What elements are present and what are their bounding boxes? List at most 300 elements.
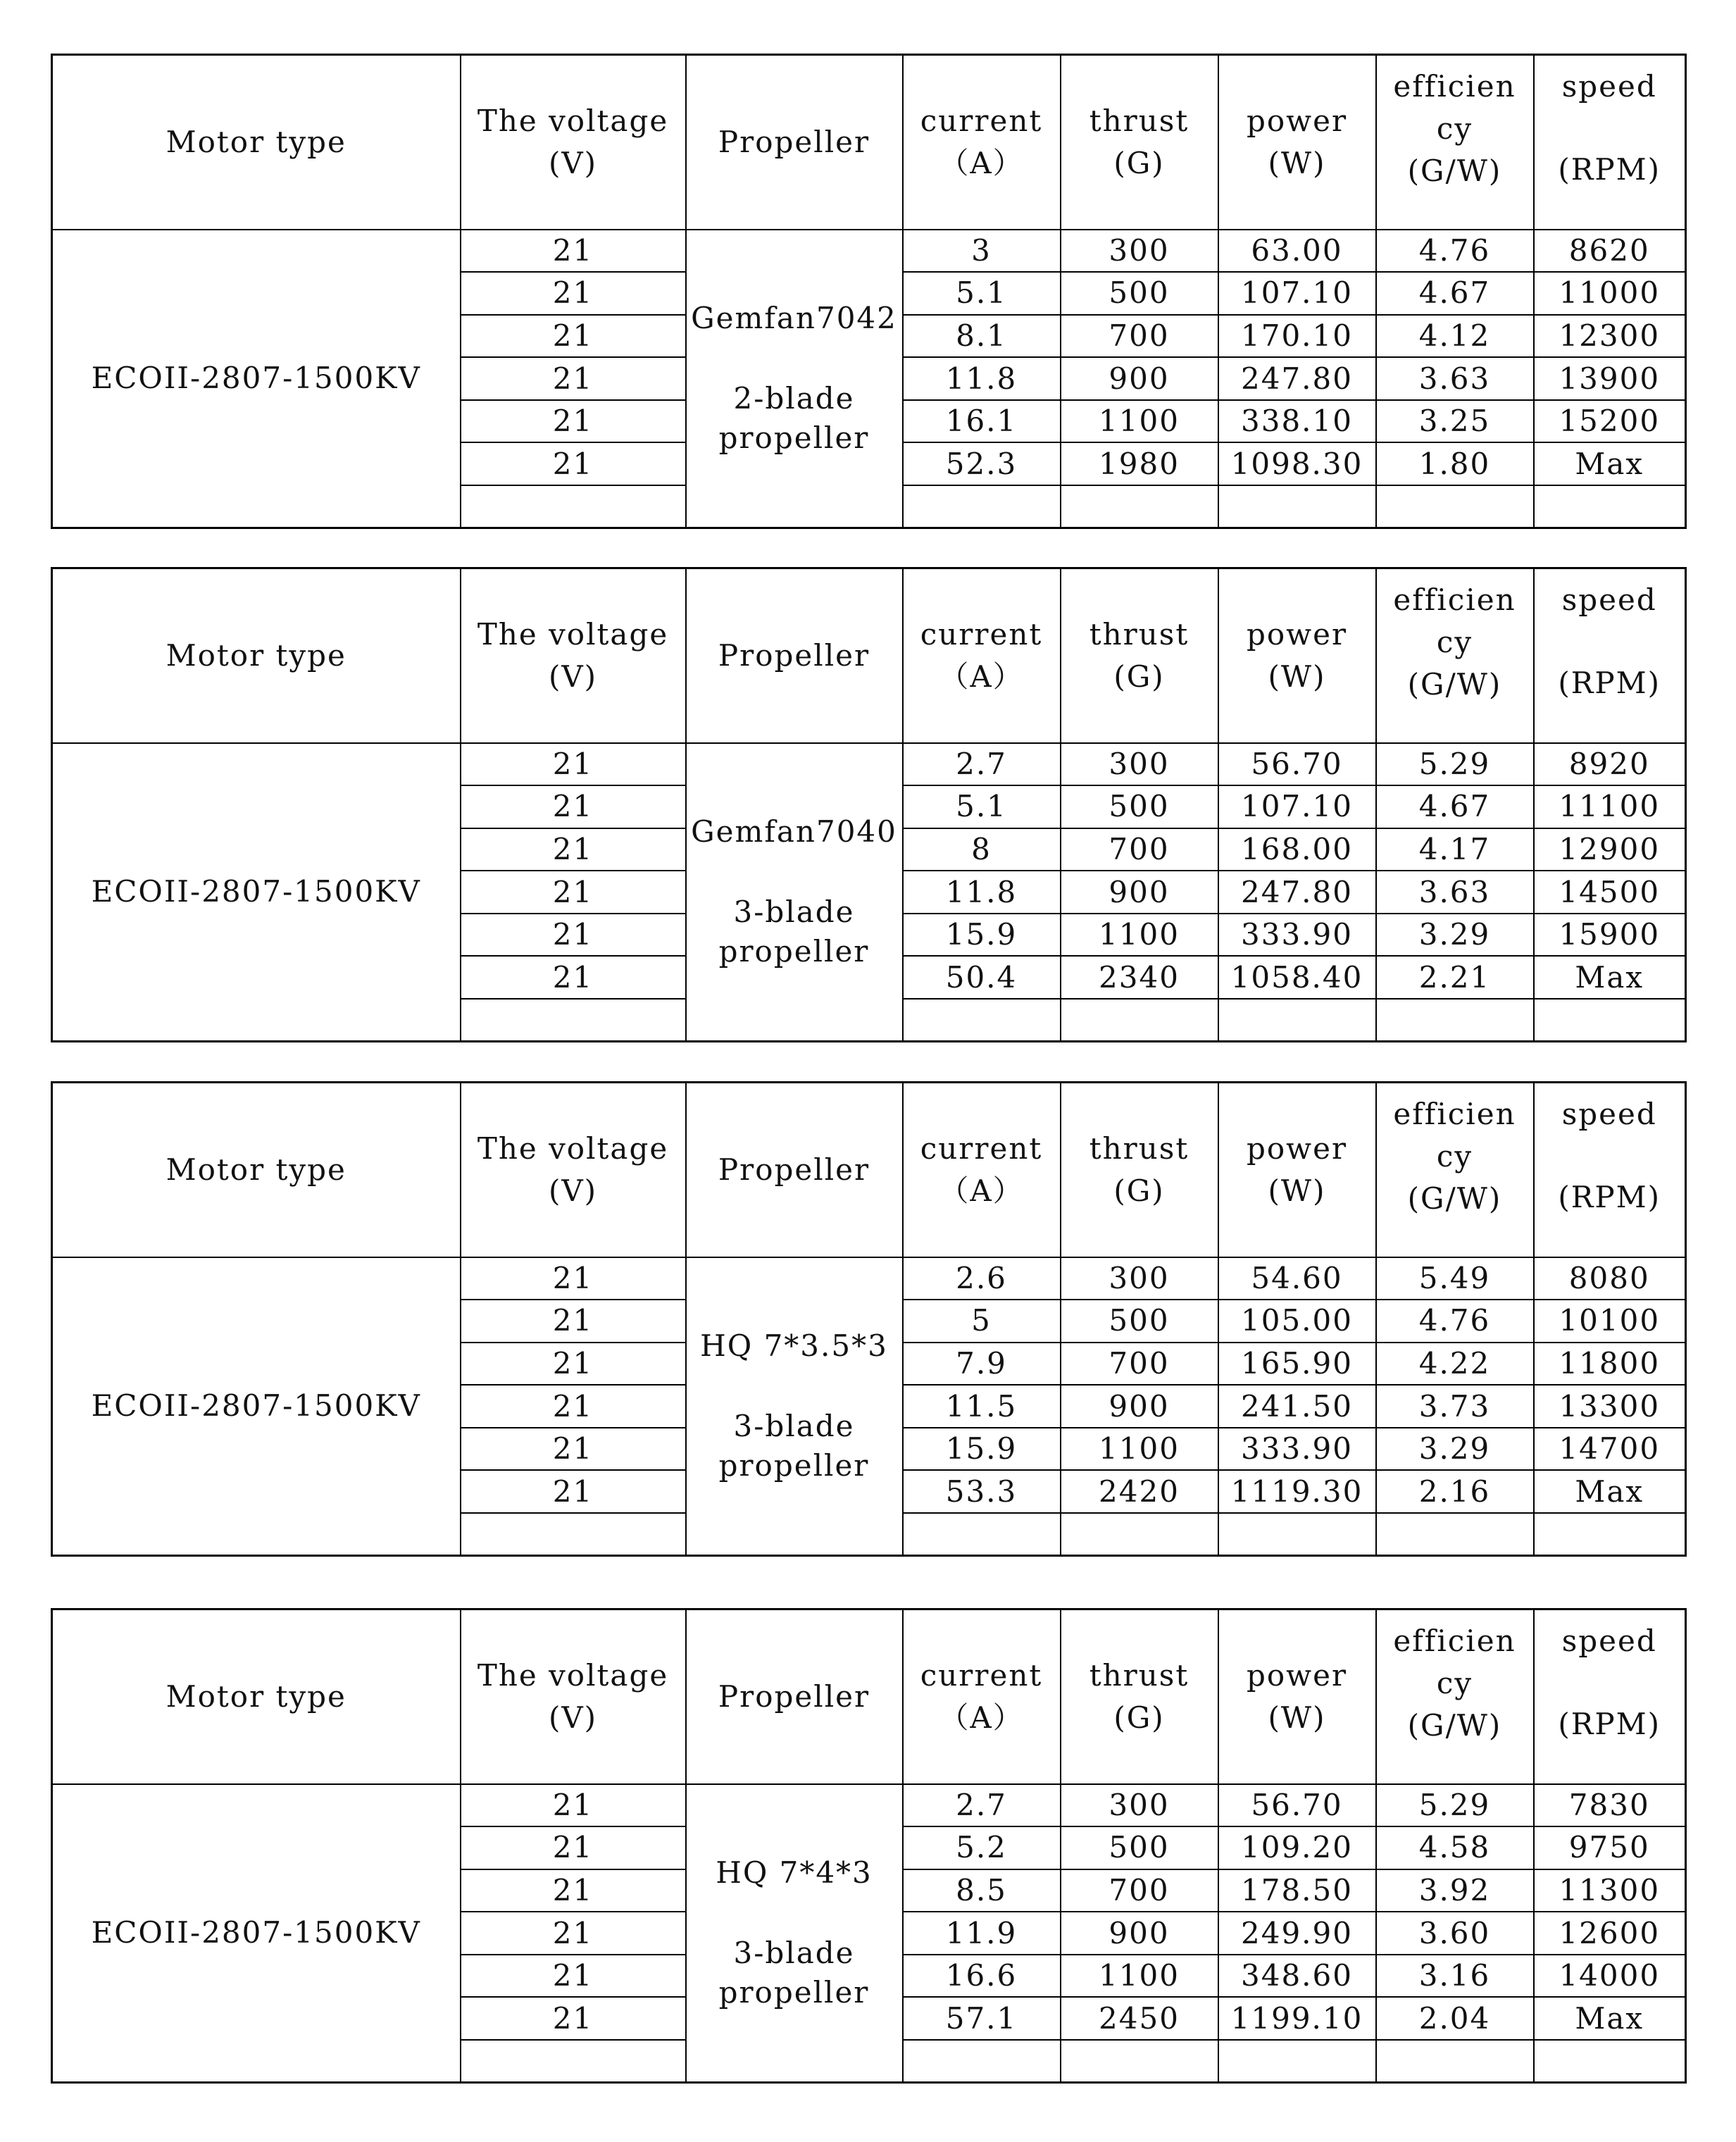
efficiency-header <box>1376 568 1534 743</box>
speed-cell <box>1534 2040 1686 2083</box>
thrust-cell <box>1061 999 1218 1042</box>
current-cell: 2.6 <box>903 1257 1061 1300</box>
header-label: Motor type <box>166 637 346 673</box>
thrust-cell: 300 <box>1061 1257 1218 1300</box>
current-cell: 50.4 <box>903 956 1061 999</box>
header-label: (G/W) <box>1407 667 1502 702</box>
header-label: Propeller <box>718 1679 870 1714</box>
efficiency-cell: 4.76 <box>1376 230 1534 273</box>
header-spacer <box>1535 1135 1685 1176</box>
thrust-cell: 700 <box>1061 828 1218 871</box>
motor-type-header <box>52 1083 461 1257</box>
efficiency-cell: 2.04 <box>1376 1997 1534 2040</box>
efficiency-header <box>1376 55 1534 230</box>
header-label: thrust <box>1089 1131 1189 1166</box>
current-header <box>903 1609 1061 1784</box>
header-label: (G/W) <box>1407 1181 1502 1216</box>
speed-cell: 11100 <box>1534 785 1686 828</box>
speed-header <box>1534 1083 1686 1257</box>
voltage-cell: 21 <box>461 1912 686 1955</box>
power-cell: 249.90 <box>1218 1912 1376 1955</box>
thrust-cell: 700 <box>1061 1869 1218 1912</box>
motor-test-table <box>51 567 1687 1042</box>
header-row <box>52 1609 1686 1784</box>
current-cell: 15.9 <box>903 914 1061 957</box>
table-row <box>52 743 1686 786</box>
power-cell: 107.10 <box>1218 785 1376 828</box>
current-cell: 15.9 <box>903 1428 1061 1471</box>
speed-cell <box>1534 999 1686 1042</box>
thrust-cell: 700 <box>1061 315 1218 358</box>
efficiency-cell: 3.60 <box>1376 1912 1534 1955</box>
efficiency-cell: 3.29 <box>1376 1428 1534 1471</box>
current-cell: 5.2 <box>903 1826 1061 1869</box>
propeller-cell <box>686 230 903 528</box>
speed-cell: 7830 <box>1534 1784 1686 1827</box>
thrust-cell: 1100 <box>1061 1428 1218 1471</box>
voltage-cell: 21 <box>461 1257 686 1300</box>
header-label: (V) <box>548 145 598 180</box>
propeller-name: HQ 7*4*3 <box>716 1855 873 1891</box>
table-row <box>52 230 1686 273</box>
header-label: (V) <box>548 1173 598 1208</box>
propeller-spacer <box>687 338 902 379</box>
current-cell <box>903 999 1061 1042</box>
power-cell: 170.10 <box>1218 315 1376 358</box>
header-label: efficien <box>1393 1097 1516 1131</box>
power-cell: 63.00 <box>1218 230 1376 273</box>
header-row <box>52 55 1686 230</box>
header-label: Propeller <box>718 637 870 673</box>
header-label: (W) <box>1268 1700 1326 1735</box>
current-header <box>903 568 1061 743</box>
power-cell: 56.70 <box>1218 1784 1376 1827</box>
voltage-cell: 21 <box>461 1997 686 2040</box>
current-cell <box>903 1513 1061 1556</box>
motor-type-header <box>52 568 461 743</box>
thrust-header <box>1061 1609 1218 1784</box>
header-label: speed <box>1561 1624 1657 1658</box>
power-cell: 247.80 <box>1218 357 1376 400</box>
current-cell: 11.8 <box>903 357 1061 400</box>
speed-cell: Max <box>1534 1470 1686 1513</box>
efficiency-cell <box>1376 999 1534 1042</box>
speed-cell: 8920 <box>1534 743 1686 786</box>
current-cell: 16.1 <box>903 400 1061 443</box>
power-cell <box>1218 999 1376 1042</box>
header-label: (G) <box>1113 1700 1165 1735</box>
header-label: (W) <box>1268 145 1326 180</box>
propeller-spacer <box>687 852 902 892</box>
speed-cell: 11000 <box>1534 272 1686 315</box>
header-label: Motor type <box>166 1152 346 1187</box>
power-header <box>1218 1083 1376 1257</box>
header-label: thrust <box>1089 1657 1189 1693</box>
motor-type-cell: ECOII-2807-1500KV <box>52 1784 461 2083</box>
header-label: Propeller <box>718 124 870 159</box>
motor-test-table <box>51 54 1687 529</box>
thrust-cell: 300 <box>1061 743 1218 786</box>
voltage-cell: 21 <box>461 400 686 443</box>
power-cell <box>1218 1513 1376 1556</box>
efficiency-cell: 4.67 <box>1376 272 1534 315</box>
propeller-name: HQ 7*3.5*3 <box>700 1328 888 1364</box>
voltage-cell: 21 <box>461 1869 686 1912</box>
voltage-cell: 21 <box>461 743 686 786</box>
voltage-cell: 21 <box>461 1343 686 1386</box>
header-label: (RPM) <box>1558 152 1661 187</box>
header-row <box>52 568 1686 743</box>
header-label: (G/W) <box>1407 154 1502 188</box>
header-label: (RPM) <box>1558 1180 1661 1214</box>
power-cell: 1119.30 <box>1218 1470 1376 1513</box>
propeller-label: propeller <box>718 1975 870 2010</box>
thrust-cell: 1980 <box>1061 442 1218 485</box>
thrust-cell: 500 <box>1061 1826 1218 1869</box>
thrust-cell: 1100 <box>1061 400 1218 443</box>
power-cell: 333.90 <box>1218 914 1376 957</box>
speed-cell: 14500 <box>1534 871 1686 914</box>
speed-header <box>1534 568 1686 743</box>
header-label: current <box>920 616 1043 652</box>
header-label: （A） <box>939 1173 1024 1208</box>
header-label: (V) <box>548 659 598 694</box>
efficiency-cell: 5.29 <box>1376 1784 1534 1827</box>
efficiency-header <box>1376 1609 1534 1784</box>
efficiency-cell: 4.67 <box>1376 785 1534 828</box>
thrust-cell: 900 <box>1061 1912 1218 1955</box>
power-cell: 168.00 <box>1218 828 1376 871</box>
propeller-label: propeller <box>718 1448 870 1483</box>
header-label: (W) <box>1268 1173 1326 1208</box>
propeller-cell <box>686 1784 903 2083</box>
speed-cell: 9750 <box>1534 1826 1686 1869</box>
table-row <box>52 1784 1686 1827</box>
voltage-cell <box>461 1513 686 1556</box>
efficiency-cell: 4.58 <box>1376 1826 1534 1869</box>
current-cell: 5.1 <box>903 785 1061 828</box>
current-cell: 57.1 <box>903 1997 1061 2040</box>
speed-cell: 14700 <box>1534 1428 1686 1471</box>
efficiency-cell <box>1376 485 1534 528</box>
speed-header <box>1534 55 1686 230</box>
thrust-cell: 500 <box>1061 272 1218 315</box>
power-cell: 333.90 <box>1218 1428 1376 1471</box>
motor-test-table <box>51 1081 1687 1557</box>
power-cell: 348.60 <box>1218 1955 1376 1998</box>
efficiency-cell: 5.29 <box>1376 743 1534 786</box>
header-label: cy <box>1436 111 1473 146</box>
thrust-cell: 300 <box>1061 1784 1218 1827</box>
efficiency-cell: 3.73 <box>1376 1385 1534 1428</box>
header-spacer <box>1535 621 1685 662</box>
motor-type-header <box>52 55 461 230</box>
efficiency-cell: 3.63 <box>1376 871 1534 914</box>
power-cell: 1098.30 <box>1218 442 1376 485</box>
current-header <box>903 1083 1061 1257</box>
voltage-cell: 21 <box>461 230 686 273</box>
thrust-header <box>1061 55 1218 230</box>
header-label: speed <box>1561 583 1657 617</box>
speed-cell: 12300 <box>1534 315 1686 358</box>
power-cell: 56.70 <box>1218 743 1376 786</box>
efficiency-cell: 4.22 <box>1376 1343 1534 1386</box>
header-label: efficien <box>1393 1624 1516 1658</box>
voltage-cell: 21 <box>461 442 686 485</box>
header-label: (W) <box>1268 659 1326 694</box>
speed-cell: 10100 <box>1534 1300 1686 1343</box>
header-label: power <box>1246 616 1348 652</box>
efficiency-cell: 2.21 <box>1376 956 1534 999</box>
header-label: power <box>1246 1131 1348 1166</box>
propeller-name: Gemfan7042 <box>691 301 897 336</box>
power-cell: 107.10 <box>1218 272 1376 315</box>
voltage-header <box>461 1609 686 1784</box>
header-label: (G/W) <box>1407 1708 1502 1743</box>
header-label: The voltage <box>477 1657 669 1693</box>
header-label: Motor type <box>166 1679 346 1714</box>
thrust-cell: 900 <box>1061 871 1218 914</box>
propeller-blades: 3-blade <box>733 1409 855 1444</box>
thrust-cell: 1100 <box>1061 1955 1218 1998</box>
efficiency-cell: 2.16 <box>1376 1470 1534 1513</box>
current-cell: 5 <box>903 1300 1061 1343</box>
efficiency-cell: 3.92 <box>1376 1869 1534 1912</box>
propeller-header <box>686 1609 903 1784</box>
header-label: (G) <box>1113 659 1165 694</box>
voltage-cell: 21 <box>461 914 686 957</box>
propeller-header <box>686 1083 903 1257</box>
header-label: (G) <box>1113 1173 1165 1208</box>
power-cell: 241.50 <box>1218 1385 1376 1428</box>
current-cell: 8 <box>903 828 1061 871</box>
current-cell <box>903 2040 1061 2083</box>
current-cell <box>903 485 1061 528</box>
power-cell <box>1218 2040 1376 2083</box>
efficiency-cell: 3.29 <box>1376 914 1534 957</box>
thrust-header <box>1061 568 1218 743</box>
header-label: (RPM) <box>1558 666 1661 700</box>
motor-type-cell: ECOII-2807-1500KV <box>52 230 461 528</box>
thrust-cell: 500 <box>1061 785 1218 828</box>
header-label: (RPM) <box>1558 1707 1661 1741</box>
power-cell: 105.00 <box>1218 1300 1376 1343</box>
voltage-cell: 21 <box>461 357 686 400</box>
power-header <box>1218 55 1376 230</box>
thrust-header <box>1061 1083 1218 1257</box>
header-label: current <box>920 1657 1043 1693</box>
propeller-name: Gemfan7040 <box>691 814 897 849</box>
propeller-label: propeller <box>718 421 870 456</box>
thrust-cell: 2420 <box>1061 1470 1218 1513</box>
propeller-cell <box>686 1257 903 1556</box>
efficiency-cell <box>1376 1513 1534 1556</box>
header-label: （A） <box>939 659 1024 694</box>
motor-test-table <box>51 1608 1687 2084</box>
efficiency-cell: 3.25 <box>1376 400 1534 443</box>
speed-cell: Max <box>1534 956 1686 999</box>
power-cell: 54.60 <box>1218 1257 1376 1300</box>
thrust-cell: 900 <box>1061 1385 1218 1428</box>
efficiency-cell: 3.16 <box>1376 1955 1534 1998</box>
speed-cell <box>1534 485 1686 528</box>
header-label: （A） <box>939 1700 1024 1735</box>
thrust-cell: 700 <box>1061 1343 1218 1386</box>
thrust-cell: 500 <box>1061 1300 1218 1343</box>
header-label: thrust <box>1089 616 1189 652</box>
current-cell: 11.5 <box>903 1385 1061 1428</box>
speed-cell: 12600 <box>1534 1912 1686 1955</box>
efficiency-cell: 4.17 <box>1376 828 1534 871</box>
header-label: Motor type <box>166 124 346 159</box>
current-cell: 52.3 <box>903 442 1061 485</box>
voltage-cell: 21 <box>461 1470 686 1513</box>
speed-cell: 13900 <box>1534 357 1686 400</box>
header-label: （A） <box>939 145 1024 180</box>
voltage-cell: 21 <box>461 1955 686 1998</box>
current-cell: 5.1 <box>903 272 1061 315</box>
thrust-cell <box>1061 2040 1218 2083</box>
power-cell: 178.50 <box>1218 1869 1376 1912</box>
power-cell: 1058.40 <box>1218 956 1376 999</box>
speed-header <box>1534 1609 1686 1784</box>
header-label: The voltage <box>477 616 669 652</box>
voltage-cell: 21 <box>461 785 686 828</box>
current-cell: 3 <box>903 230 1061 273</box>
thrust-cell: 300 <box>1061 230 1218 273</box>
motor-type-header <box>52 1609 461 1784</box>
efficiency-cell: 3.63 <box>1376 357 1534 400</box>
voltage-header <box>461 568 686 743</box>
header-label: power <box>1246 1657 1348 1693</box>
propeller-header <box>686 55 903 230</box>
header-label: (V) <box>548 1700 598 1735</box>
voltage-cell: 21 <box>461 272 686 315</box>
current-header <box>903 55 1061 230</box>
speed-cell: Max <box>1534 1997 1686 2040</box>
propeller-blades: 2-blade <box>733 381 855 416</box>
voltage-cell: 21 <box>461 1300 686 1343</box>
efficiency-header <box>1376 1083 1534 1257</box>
speed-cell: 15200 <box>1534 400 1686 443</box>
voltage-cell: 21 <box>461 1385 686 1428</box>
speed-cell: 13300 <box>1534 1385 1686 1428</box>
voltage-cell: 21 <box>461 1784 686 1827</box>
header-label: efficien <box>1393 583 1516 617</box>
header-label: The voltage <box>477 103 669 138</box>
voltage-cell: 21 <box>461 1428 686 1471</box>
power-cell: 165.90 <box>1218 1343 1376 1386</box>
voltage-header <box>461 55 686 230</box>
speed-cell: 8620 <box>1534 230 1686 273</box>
voltage-cell: 21 <box>461 956 686 999</box>
motor-type-cell: ECOII-2807-1500KV <box>52 743 461 1042</box>
voltage-header <box>461 1083 686 1257</box>
propeller-spacer <box>687 1366 902 1407</box>
speed-cell: 8080 <box>1534 1257 1686 1300</box>
propeller-header <box>686 568 903 743</box>
propeller-blades: 3-blade <box>733 895 855 930</box>
header-label: cy <box>1436 625 1473 659</box>
speed-cell: 11800 <box>1534 1343 1686 1386</box>
propeller-spacer <box>687 1893 902 1934</box>
header-spacer <box>1535 108 1685 149</box>
efficiency-cell <box>1376 2040 1534 2083</box>
speed-cell: 12900 <box>1534 828 1686 871</box>
header-spacer <box>1535 1662 1685 1703</box>
thrust-cell: 2450 <box>1061 1997 1218 2040</box>
header-label: speed <box>1561 1097 1657 1131</box>
thrust-cell <box>1061 1513 1218 1556</box>
power-cell <box>1218 485 1376 528</box>
voltage-cell: 21 <box>461 871 686 914</box>
voltage-cell <box>461 485 686 528</box>
header-label: power <box>1246 103 1348 138</box>
propeller-cell <box>686 743 903 1042</box>
current-cell: 16.6 <box>903 1955 1061 1998</box>
efficiency-cell: 5.49 <box>1376 1257 1534 1300</box>
header-label: speed <box>1561 69 1657 104</box>
efficiency-cell: 4.12 <box>1376 315 1534 358</box>
voltage-cell: 21 <box>461 828 686 871</box>
propeller-label: propeller <box>718 934 870 969</box>
header-label: cy <box>1436 1666 1473 1700</box>
table-row <box>52 1257 1686 1300</box>
header-row <box>52 1083 1686 1257</box>
current-cell: 2.7 <box>903 1784 1061 1827</box>
voltage-cell: 21 <box>461 315 686 358</box>
header-label: (G) <box>1113 145 1165 180</box>
current-cell: 8.1 <box>903 315 1061 358</box>
power-cell: 1199.10 <box>1218 1997 1376 2040</box>
power-cell: 247.80 <box>1218 871 1376 914</box>
thrust-cell: 900 <box>1061 357 1218 400</box>
motor-type-cell: ECOII-2807-1500KV <box>52 1257 461 1556</box>
speed-cell: 11300 <box>1534 1869 1686 1912</box>
efficiency-cell: 1.80 <box>1376 442 1534 485</box>
header-label: current <box>920 1131 1043 1166</box>
thrust-cell <box>1061 485 1218 528</box>
current-cell: 11.8 <box>903 871 1061 914</box>
header-label: cy <box>1436 1139 1473 1173</box>
power-cell: 338.10 <box>1218 400 1376 443</box>
voltage-cell: 21 <box>461 1826 686 1869</box>
voltage-cell <box>461 2040 686 2083</box>
header-label: The voltage <box>477 1131 669 1166</box>
current-cell: 53.3 <box>903 1470 1061 1513</box>
header-label: Propeller <box>718 1152 870 1187</box>
current-cell: 11.9 <box>903 1912 1061 1955</box>
power-cell: 109.20 <box>1218 1826 1376 1869</box>
current-cell: 8.5 <box>903 1869 1061 1912</box>
power-header <box>1218 1609 1376 1784</box>
header-label: thrust <box>1089 103 1189 138</box>
voltage-cell <box>461 999 686 1042</box>
speed-cell: Max <box>1534 442 1686 485</box>
thrust-cell: 2340 <box>1061 956 1218 999</box>
thrust-cell: 1100 <box>1061 914 1218 957</box>
speed-cell: 14000 <box>1534 1955 1686 1998</box>
speed-cell: 15900 <box>1534 914 1686 957</box>
header-label: current <box>920 103 1043 138</box>
efficiency-cell: 4.76 <box>1376 1300 1534 1343</box>
power-header <box>1218 568 1376 743</box>
header-label: efficien <box>1393 69 1516 104</box>
current-cell: 2.7 <box>903 743 1061 786</box>
current-cell: 7.9 <box>903 1343 1061 1386</box>
speed-cell <box>1534 1513 1686 1556</box>
propeller-blades: 3-blade <box>733 1936 855 1971</box>
